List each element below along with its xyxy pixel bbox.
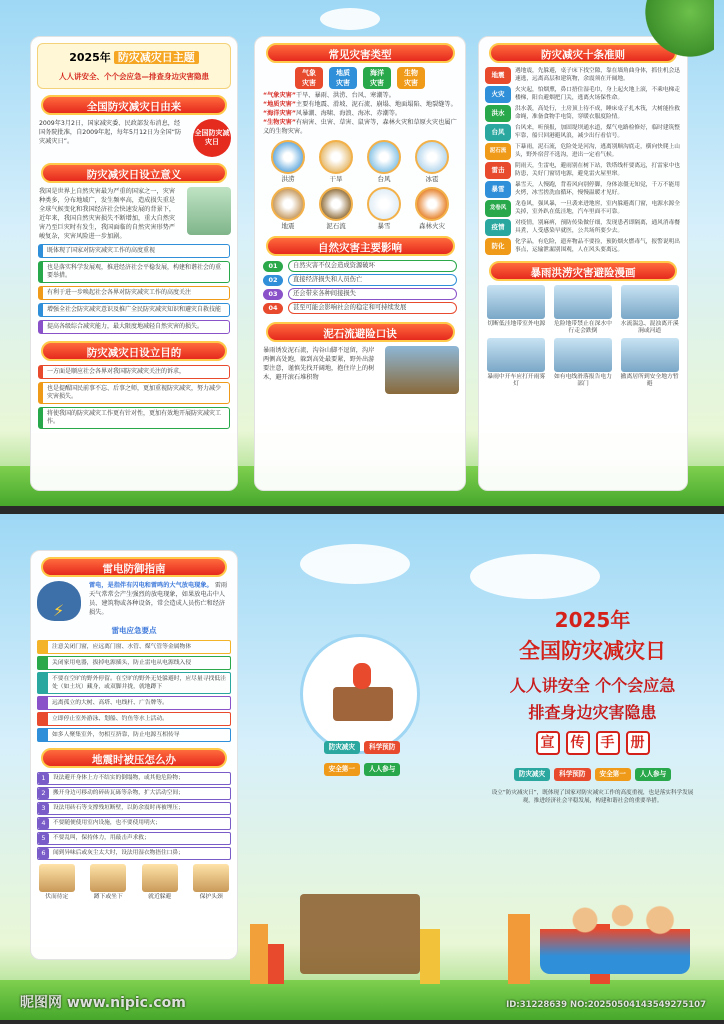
quake-number: 1 xyxy=(38,773,49,784)
quake-number: 6 xyxy=(38,848,49,859)
type-desc xyxy=(263,100,457,109)
quake-comic-row xyxy=(31,864,237,901)
rule-text: 龙卷风，强风暴，一旦袭来进地窖，室内躲避离门窗，电源水源全关掉，室外趴在低洼地，汽车里面不可靠。 xyxy=(515,201,680,215)
family-illustration xyxy=(540,884,690,974)
type-value: 有病害、虫害、草害、鼠害等，森林火灾和草原火灾也属广义的生物灾害。 xyxy=(263,119,457,135)
purpose-item: 也是提醒国民前事不忘、后事之师，更加重视防灾减灾，努力减少灾害损失。 xyxy=(38,382,230,404)
rule-tag: 洪水 xyxy=(485,105,511,122)
watermark-site: 昵图网 www.nipic.com xyxy=(20,995,186,1011)
thunder-point xyxy=(37,656,231,670)
origin-header: 全国防灾减灾日由来 xyxy=(41,95,226,115)
building xyxy=(268,944,284,984)
disaster-icon-cell xyxy=(265,187,311,230)
theme-banner xyxy=(37,43,231,89)
panel-origin-meaning xyxy=(30,36,238,491)
type-desc xyxy=(263,109,457,118)
impact-text: 自然灾害不仅会造成资源破坏 xyxy=(288,260,457,272)
impact-row xyxy=(263,260,457,272)
rule-text: 洪水袭，高处行，土房顶上待不成，睡床桌子扎木筏，大树能拴救命绳，准备食物手电筒，穿暖衣服度险情。 xyxy=(515,106,680,120)
mudflow-header: 泥石流避险口诀 xyxy=(266,322,455,342)
origin-text: 2009年3月2日，国家减灾委、民政部发布消息，经国务院批准，自2009年起，每年5月12日为全国“防灾减灾日”。 xyxy=(39,120,182,145)
quake-text: 不要随便使用室内设施，也不要使用明火； xyxy=(53,819,162,826)
type-tag-line: 灾害 xyxy=(302,79,316,87)
type-desc xyxy=(263,118,457,136)
disaster-icon-label: 洪涝 xyxy=(281,175,295,183)
flood-comic xyxy=(485,338,547,388)
rule-row xyxy=(485,200,681,217)
handbook-char: 传 xyxy=(566,731,590,755)
points-header: 雷电应急要点 xyxy=(111,626,157,635)
badge: 人人参与 xyxy=(635,768,671,781)
rule-row xyxy=(485,238,681,255)
impact-text: 还会带来各种间接损失 xyxy=(288,288,457,300)
rule-text: 化学品，有危险，遗弃物品不要捡，预防烟火燃毒气，报警说明出事点，运输泄漏别围观，人在风头要离远。 xyxy=(515,239,680,253)
type-value: 风暴潮、海啸、海浪、海冰、赤潮等。 xyxy=(295,110,402,117)
rule-tag: 泥石流 xyxy=(485,143,511,160)
quake-number: 3 xyxy=(38,803,49,814)
meaning-header: 防灾减灾日设立意义 xyxy=(41,163,226,183)
mudflow-illustration xyxy=(385,346,459,394)
meaning-item: 增强全社会防灾减灾意识及推广全民防灾减灾知识和避灾自救技能 xyxy=(38,303,230,317)
type-tag-line: 地质 xyxy=(336,69,350,77)
point-color-bar xyxy=(38,641,48,653)
handbook-label xyxy=(480,731,705,755)
type-key: “气象灾害” xyxy=(263,92,296,99)
point-color-bar xyxy=(38,657,48,669)
quake-comic xyxy=(86,864,130,901)
building xyxy=(420,929,440,984)
disaster-icon xyxy=(271,187,305,221)
rescue-illustration xyxy=(187,187,231,235)
quake-list xyxy=(31,772,237,860)
disaster-icon xyxy=(319,187,353,221)
building xyxy=(508,914,530,984)
comic-picture xyxy=(39,864,75,892)
type-tag xyxy=(397,67,425,89)
comic-caption: 危险地带禁止在深水中行走会跌倒 xyxy=(553,321,612,334)
comic-picture xyxy=(621,285,679,319)
disaster-icon xyxy=(367,140,401,174)
cover-slogan-1: 人人讲安全 个个会应急 xyxy=(509,676,676,695)
mudflow-text: 暴雨诱发泥石流，沟谷山脚不逗留，沟岸两侧高处跑，躲到高处最要紧，野外出游要注意，谨慎先找开阔地，抱住岸上的树木，避开滚石堆积物 xyxy=(263,347,375,381)
impact-text: 直接经济损失和人员伤亡 xyxy=(288,274,457,286)
building xyxy=(250,924,268,984)
storm-cloud-icon: ⚡ xyxy=(37,581,81,621)
comic-picture xyxy=(621,338,679,372)
disaster-icon-cell xyxy=(265,140,311,183)
disaster-icon-cell xyxy=(361,140,407,183)
comic-picture xyxy=(193,864,229,892)
type-value: 干旱、暴雨、洪涝、台风、寒潮等。 xyxy=(295,92,395,99)
badge: 人人参与 xyxy=(364,763,400,776)
brochure-outside-sheet xyxy=(0,514,724,1020)
cover xyxy=(480,604,705,805)
quake-row xyxy=(37,817,231,830)
center-badges xyxy=(312,734,412,778)
watermark-id: ID:31228639 NO:20250504143549275107 xyxy=(506,1000,706,1010)
comic-caption: 撤离居所到安全地方暂避 xyxy=(620,374,679,387)
comic-picture xyxy=(487,338,545,372)
quake-text: 不要乱叫，保持体力，用敲击声求救； xyxy=(53,834,150,841)
quake-row xyxy=(37,802,231,815)
flood-comic xyxy=(619,285,681,335)
type-tag-line: 海洋 xyxy=(370,69,384,77)
rule-text: 下暴雨，泥石流，危险处是河沟，逃离别顺沟底走，横向快爬上山头，野外宿营不选沟，进出一定看气候。 xyxy=(515,144,680,158)
rules-header: 防灾减灾十条准则 xyxy=(489,43,676,63)
cover-badges xyxy=(480,761,705,783)
comic-picture xyxy=(142,864,178,892)
impact-row xyxy=(263,302,457,314)
badge: 科学预防 xyxy=(364,741,400,754)
types-text xyxy=(255,91,465,136)
disaster-icon-label: 泥石流 xyxy=(326,222,346,230)
disaster-icon-label: 干旱 xyxy=(329,175,343,183)
purpose-item: 将使我国的防灾减灾工作更有针对性，更加有效地开展防灾减灾工作。 xyxy=(38,407,230,429)
point-color-bar xyxy=(38,673,48,693)
quake-comic xyxy=(189,864,233,901)
point-color-bar xyxy=(38,697,48,709)
disaster-icon-cell xyxy=(313,140,359,183)
quake-text: 闻到异味后或灰尘太大时，设法用湿衣物捂住口鼻； xyxy=(53,849,184,856)
brochure-inside-sheet xyxy=(0,0,724,506)
rule-row xyxy=(485,124,681,141)
rule-row xyxy=(485,105,681,122)
impact-header: 自然灾害主要影响 xyxy=(266,236,455,256)
meaning-item: 提高各级综合减灾能力，最大限度地减轻自然灾害的损失。 xyxy=(38,320,230,334)
types-header: 常见灾害类型 xyxy=(266,43,455,63)
disaster-icon xyxy=(271,140,305,174)
handbook-char: 册 xyxy=(626,731,650,755)
flood-comic xyxy=(552,285,614,335)
quake-header: 地震时被压怎么办 xyxy=(41,748,226,768)
disaster-icon-label: 暴雪 xyxy=(377,222,391,230)
badge: 防灾减灾 xyxy=(514,768,550,781)
rule-text: 火灾起，怕烟熏，鼻口捂住湿毛巾，身上起火地上滚，不乘电梯走楼梯，阳台避烟把门关，逃离火场保性命。 xyxy=(515,87,680,101)
rule-text: 阴雨天，生雷电，避雨别在树下站，铁塔线杆要离远，打雷家中也防患，关好门窗切电源，避免雷火屋里窜。 xyxy=(515,163,680,177)
rule-row xyxy=(485,162,681,179)
cloud xyxy=(300,544,410,584)
comic-picture xyxy=(554,285,612,319)
disaster-icon xyxy=(319,140,353,174)
quake-number: 2 xyxy=(38,788,49,799)
type-desc xyxy=(263,91,457,100)
quake-comic xyxy=(138,864,182,901)
thunder-point xyxy=(37,712,231,726)
quake-comic xyxy=(35,864,79,901)
comic-caption: 暴雨中开车应打开雨雾灯 xyxy=(487,374,546,387)
rule-text: 台风来，听预报，加固堤坝通水道，煤气电路检修好，临时建筑整牢靠，船只回港避风浪，减少出行看信号。 xyxy=(515,125,680,139)
rule-row xyxy=(485,143,681,160)
comic-picture xyxy=(90,864,126,892)
purpose-header: 防灾减灾日设立目的 xyxy=(41,341,226,361)
comic-picture xyxy=(554,338,612,372)
thunder-text: 雷雨天气常常会产生强烈的放电现象，如果放电击中人员、建筑物或各种设备，常会造成人员伤亡和经济损失。 xyxy=(89,582,228,616)
flood-comic-grid xyxy=(479,285,687,388)
badge: 安全第一 xyxy=(324,763,360,776)
disaster-icon-cell xyxy=(313,187,359,230)
rule-row xyxy=(485,181,681,198)
day-stamp-logo: 全国防灾减灾日 xyxy=(193,119,231,157)
badge: 科学预防 xyxy=(554,768,590,781)
disaster-icon xyxy=(367,187,401,221)
point-color-bar xyxy=(38,713,48,725)
impact-row xyxy=(263,288,457,300)
quake-row xyxy=(37,787,231,800)
disaster-icon-label: 冰雹 xyxy=(425,175,439,183)
flood-comic xyxy=(552,338,614,388)
flood-comic xyxy=(485,285,547,335)
house-roof-illustration xyxy=(333,687,393,721)
quake-row xyxy=(37,847,231,860)
disaster-icon-cell xyxy=(409,140,455,183)
disaster-icon-grid xyxy=(261,140,459,230)
comic-picture xyxy=(487,285,545,319)
impact-number: 04 xyxy=(263,303,283,314)
panel-disaster-types xyxy=(254,36,466,491)
type-value: 主要有地震、滑坡、泥石流、崩塌、地面塌陷、地裂缝等。 xyxy=(295,101,457,108)
comic-caption: 保护头颈 xyxy=(199,894,223,900)
quake-row xyxy=(37,772,231,785)
type-tag-line: 灾害 xyxy=(336,79,350,87)
rule-tag: 疫情 xyxy=(485,219,511,236)
type-tag xyxy=(329,67,357,89)
comic-caption: 伏而待定 xyxy=(45,894,69,900)
cloud xyxy=(320,8,380,30)
banner-year: 2025年 xyxy=(69,51,111,64)
panel-thunder-quake xyxy=(30,550,238,960)
cover-year: 2025年 xyxy=(554,608,631,632)
type-key: “生物灾害” xyxy=(263,119,296,126)
meaning-item: 有利于进一步唤起社会各界对防灾减灾工作的高度关注 xyxy=(38,286,230,300)
meaning-item: 也是落实科学发展观，推进经济社会平稳发展，构建和谐社会的重要举措。 xyxy=(38,261,230,283)
comic-caption: 切断低洼地带室外电源 xyxy=(487,321,546,327)
cover-slogan-2: 排查身边灾害隐患 xyxy=(528,703,657,722)
disaster-icon-label: 地震 xyxy=(281,222,295,230)
thunder-header: 雷电防御指南 xyxy=(41,557,226,577)
meaning-item: 既体现了国家对防灾减灾工作的高度重视 xyxy=(38,244,230,258)
type-tags xyxy=(255,67,465,89)
rule-text: 暴雪天，人慢跑，背着风向别停脚，身体冻僵无知觉，千万不能用火烤，冰雪搓洗血循环，慢慢温暖才见好。 xyxy=(515,182,680,196)
point-text: 注意关闭门窗，应远离门窗、水管、煤气管等金属物体 xyxy=(52,644,192,650)
quake-number: 4 xyxy=(38,818,49,829)
rule-row xyxy=(485,219,681,236)
disaster-icon-label: 森林火灾 xyxy=(419,222,445,230)
type-tag-line: 气象 xyxy=(302,69,316,77)
handbook-char: 宣 xyxy=(536,731,560,755)
rule-tag: 火灾 xyxy=(485,86,511,103)
impact-number: 02 xyxy=(263,275,283,286)
type-tag xyxy=(363,67,391,89)
point-text: 如多人聚集室外，勿相互挤靠，防止电源互相传导 xyxy=(52,732,180,738)
cover-title: 全国防灾减灾日 xyxy=(519,639,666,663)
point-text: 不要在空旷的野外停留。在空旷的野外无处躲避时，应尽量寻找低洼处（如土坑）藏身，或双脚并拢，就地蹲下 xyxy=(52,676,226,690)
point-text: 关闭家用电器，拔掉电源插头，防止雷电从电源线入侵 xyxy=(52,660,192,666)
impact-list xyxy=(255,260,465,314)
rule-tag: 龙卷风 xyxy=(485,200,511,217)
quake-number: 5 xyxy=(38,833,49,844)
rule-row xyxy=(485,86,681,103)
handbook-char: 手 xyxy=(596,731,620,755)
comic-caption: 就近躲避 xyxy=(148,894,172,900)
rule-tag: 防化 xyxy=(485,238,511,255)
thunder-point xyxy=(37,672,231,694)
child-figure xyxy=(353,663,371,689)
quake-row xyxy=(37,832,231,845)
thunder-lead: 雷电，是指伴有闪电和雷鸣的大气放电现象。 xyxy=(89,582,213,589)
panel-ten-rules xyxy=(478,36,688,491)
badge: 安全第一 xyxy=(595,768,631,781)
disaster-icon xyxy=(415,187,449,221)
rule-text: 对疫情，别麻痹，预防传染做仔细，发现患者即隔离，通风消毒餐具煮，人受感染早就医，公共场所要少去。 xyxy=(515,220,680,234)
cover-description: 设立“防灾减灾日”，既体现了国家对防灾减灾工作的高度重视，也是落实科学发展观，推进经济社会平稳发展，构建和谐社会的重要举措。 xyxy=(491,790,694,804)
type-key: “地质灾害” xyxy=(263,101,296,108)
quake-text: 设法用砖石等支撑残垣断壁，以防余震时再被埋压； xyxy=(53,804,184,811)
thunder-points xyxy=(31,640,237,742)
type-tag-line: 灾害 xyxy=(370,79,384,87)
impact-row xyxy=(263,274,457,286)
type-key: “海洋灾害” xyxy=(263,110,296,117)
thunder-point xyxy=(37,696,231,710)
point-text: 立即停止室外游泳、划船、钓鱼等水上活动。 xyxy=(52,716,168,722)
disaster-icon-label: 台风 xyxy=(377,175,391,183)
point-color-bar xyxy=(38,729,48,741)
rule-tag: 暴雪 xyxy=(485,181,511,198)
thunder-point xyxy=(37,640,231,654)
shelter-table-illustration xyxy=(300,894,420,974)
comic-caption: 水流湍急、混浊离开溪涧或河道 xyxy=(620,321,679,334)
point-text: 远离孤立的大树、高塔、电线杆、广告牌等。 xyxy=(52,700,168,706)
type-tag-line: 灾害 xyxy=(404,79,418,87)
rules-list xyxy=(479,67,687,255)
rule-tag: 地震 xyxy=(485,67,511,84)
banner-title: 防灾减灾日主题 xyxy=(114,51,199,64)
disaster-icon xyxy=(415,140,449,174)
rule-tag: 台风 xyxy=(485,124,511,141)
flood-comic xyxy=(619,338,681,388)
meaning-text: 我国是世界上自然灾害最为严重的国家之一，灾害种类多，分布地域广，发生频率高，造成损失重是全球气候变化和我国经济社会快速发展的背景下，近年来，我国自然灾害损失不断增加，重大自然灾害乃至巨灾时有发生，我国面临的自然灾害形势严峻复杂，灾害风险进一步加剧。 xyxy=(39,188,176,240)
purpose-item: 一方面是顺应社会各界对我国防灾减灾关注的诉求， xyxy=(38,365,230,379)
banner-slogan: 人人讲安全、个个会应急—排查身边灾害隐患 xyxy=(59,72,209,81)
comic-header: 暴雨洪涝灾害避险漫画 xyxy=(489,261,676,281)
disaster-icon-cell xyxy=(409,187,455,230)
impact-number: 03 xyxy=(263,289,283,300)
type-tag xyxy=(295,67,323,89)
rule-text: 遇地震，先躲避，桌子床下找空隙，靠在墙角曲身体，抓住机会迅速逃，远离高层和建筑物，余震须在开阔地。 xyxy=(515,68,680,82)
quake-text: 设法避开身体上方不结实的倒塌物，或其他危险物； xyxy=(53,774,184,781)
badge: 防灾减灾 xyxy=(324,741,360,754)
comic-caption: 蹲下或坐下 xyxy=(93,894,123,900)
comic-caption: 如有电线滑落报告电力部门 xyxy=(553,374,612,387)
disaster-icon-cell xyxy=(361,187,407,230)
rule-row xyxy=(485,67,681,84)
thunder-point xyxy=(37,728,231,742)
impact-text: 甚至可能会影响社会的稳定和可持续发展 xyxy=(288,302,457,314)
cloud xyxy=(470,554,600,599)
type-tag-line: 生物 xyxy=(404,69,418,77)
rule-tag: 雷击 xyxy=(485,162,511,179)
impact-number: 01 xyxy=(263,261,283,272)
quake-text: 搬开身边可移动的碎砖瓦砾等杂物，扩大活动空间； xyxy=(53,789,184,796)
